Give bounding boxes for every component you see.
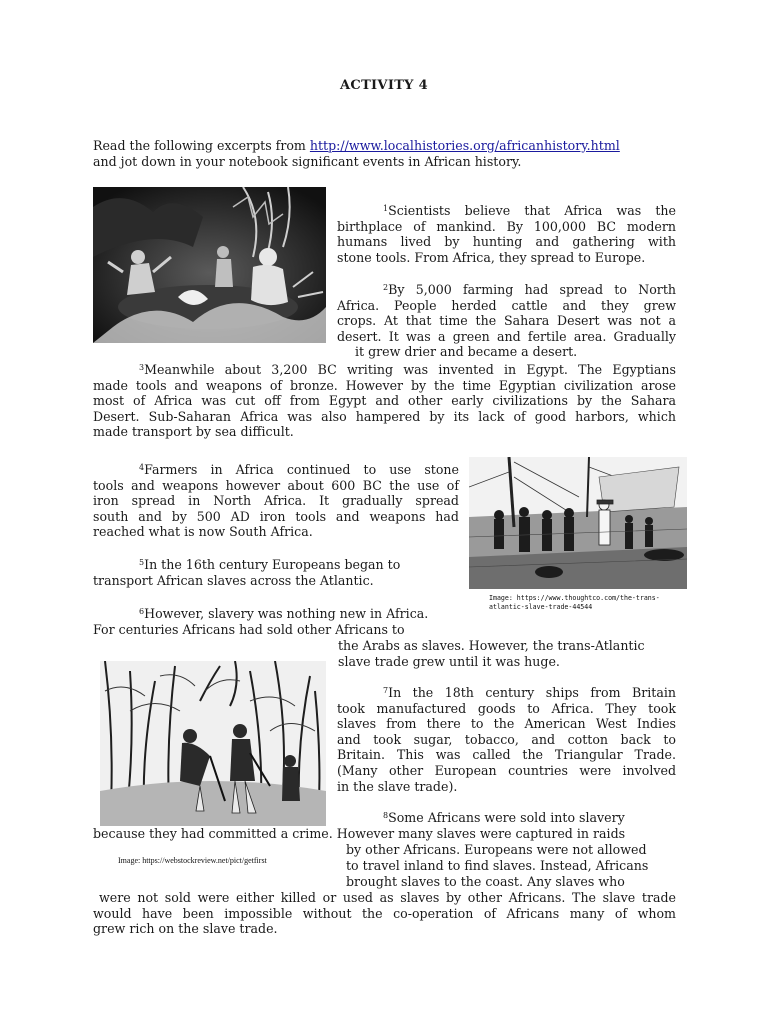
paragraph-6-line: For centuries Africans had sold other Africans to [93, 622, 405, 637]
paragraph-7 [337, 685, 676, 794]
slave-ship-engraving [469, 457, 687, 589]
paragraph-7-text: In the 18th century ships from Britain [388, 685, 676, 700]
footnote-number: 4 [139, 463, 145, 472]
paragraph-3-line [93, 362, 676, 378]
paragraph-2-line [337, 282, 676, 298]
footnote-number: 7 [383, 686, 389, 695]
paragraph-1-line [337, 203, 676, 219]
paragraph-1 [337, 203, 676, 265]
paragraph-6-line: slave trade grew until it was huge. [338, 654, 560, 669]
footnote-number: 6 [139, 607, 145, 616]
paragraph-2 [337, 282, 676, 360]
slave-ship-image [469, 457, 687, 589]
paragraph-8-block [93, 890, 676, 937]
paragraph-7-line: took manufactured goods to Africa. They took [337, 700, 676, 716]
paragraph-1-line: birthplace of mankind. By 100,000 BC modern [337, 218, 676, 234]
paragraph-8-line: to travel inland to find slaves. Instead, Africans [346, 858, 649, 873]
intro-prefix: Read the following excerpts from [93, 138, 310, 153]
paragraph-2-text: By 5,000 farming had spread to North [388, 282, 676, 297]
paragraph-8-text: Some Africans were sold into slavery [388, 810, 625, 825]
intro-line-2: and jot down in your notebook significant events in African history. [93, 154, 522, 169]
footnote-number: 5 [139, 558, 145, 567]
sugar-cane-field-image [100, 661, 326, 826]
paragraph-8-line: because they had committed a crime. However many slaves were captured in raids [93, 826, 626, 841]
paragraph-4-line: reached what is now South Africa. [93, 524, 313, 540]
paragraph-8-line: grew rich on the slave trade. [93, 921, 278, 937]
paragraph-3-text: Meanwhile about 3,200 BC writing was invented in Egypt. The Egyptians [144, 362, 676, 377]
paragraph-8-line: brought slaves to the coast. Any slaves who [346, 874, 625, 889]
paragraph-3-line: most of Africa was cut off from Egypt and other early civilizations by the Sahara [93, 393, 676, 409]
paragraph-8-line: were not sold were either killed or used as slaves by other Africans. The slave trade [99, 890, 676, 905]
footnote-number: 3 [139, 363, 145, 372]
paragraph-4-line [93, 462, 459, 478]
paragraph-3-line: made transport by sea difficult. [93, 424, 294, 440]
paragraph-4 [93, 462, 459, 540]
paragraph-1-line: humans lived by hunting and gathering with [337, 234, 676, 250]
footnote-number: 1 [383, 204, 389, 213]
prehistoric-humans-image [93, 187, 326, 343]
paragraph-6-line: the Arabs as slaves. However, the trans-Atlantic [338, 638, 645, 653]
ship-image-caption-line-1: Image: https://www.thoughtco.com/the-trans- [489, 594, 660, 602]
paragraph-8-line: would have been impossible without the co-operation of Africans many of whom [93, 905, 676, 921]
paragraph-7-line: and took sugar, tobacco, and cotton back to [337, 731, 676, 747]
paragraph-4-line: tools and weapons however about 600 BC the use of [93, 477, 459, 493]
paragraph-7-line: in the slave trade). [337, 778, 458, 794]
field-image-caption: Image: https://webstockreview.net/pict/getfirst [118, 856, 267, 865]
paragraph-7-line: Britain. This was called the Triangular Trade. [337, 747, 676, 763]
paragraph-7-line: slaves from there to the American West Indies [337, 716, 676, 732]
paragraph-7-line: (Many other European countries were involved [337, 762, 676, 778]
paragraph-2-line: it grew drier and became a desert. [355, 344, 578, 360]
page-title: ACTIVITY 4 [340, 78, 428, 93]
paragraph-3-line: Desert. Sub-Saharan Africa was also hampered by its lack of good harbors, which [93, 408, 676, 424]
paragraph-5-line: transport African slaves across the Atlantic. [93, 572, 374, 588]
paragraph-7-line [337, 685, 676, 701]
paragraph-6-line [139, 606, 428, 622]
paragraph-5-text: In the 16th century Europeans began to [144, 557, 401, 572]
paragraph-4-line: iron spread in North Africa. It gradually spread [93, 493, 459, 509]
intro-line-1 [93, 138, 620, 154]
paragraph-1-line: stone tools. From Africa, they spread to Europe. [337, 249, 646, 265]
paragraph-1-text: Scientists believe that Africa was the [388, 203, 676, 218]
paragraph-2-line: Africa. People herded cattle and they grew [337, 297, 676, 313]
footnote-number: 8 [383, 811, 389, 820]
paragraph-3 [93, 362, 676, 440]
paragraph-6-text: However, slavery was nothing new in Africa. [144, 606, 429, 621]
paragraph-5-line [93, 557, 459, 573]
paragraph-4-text: Farmers in Africa continued to use stone [144, 462, 459, 477]
paragraph-5 [93, 557, 459, 588]
footnote-number: 2 [383, 283, 389, 292]
paragraph-2-line: crops. At that time the Sahara Desert was not a [337, 313, 676, 329]
paragraph-8-line [383, 810, 625, 826]
ship-image-caption-line-2: atlantic-slave-trade-44544 [489, 603, 593, 611]
sugar-cane-field-engraving [100, 661, 326, 826]
paragraph-2-line: desert. It was a green and fertile area. Gradually [337, 328, 676, 344]
paragraph-3-line: made tools and weapons of bronze. However by the time Egyptian civilization arose [93, 377, 676, 393]
paragraph-4-line: south and by 500 AD iron tools and weapons had [93, 508, 459, 524]
prehistoric-humans-illustration [93, 187, 326, 343]
paragraph-8-line: by other Africans. Europeans were not allowed [346, 842, 647, 857]
source-link[interactable]: http://www.localhistories.org/africanhistory.html [309, 138, 620, 153]
